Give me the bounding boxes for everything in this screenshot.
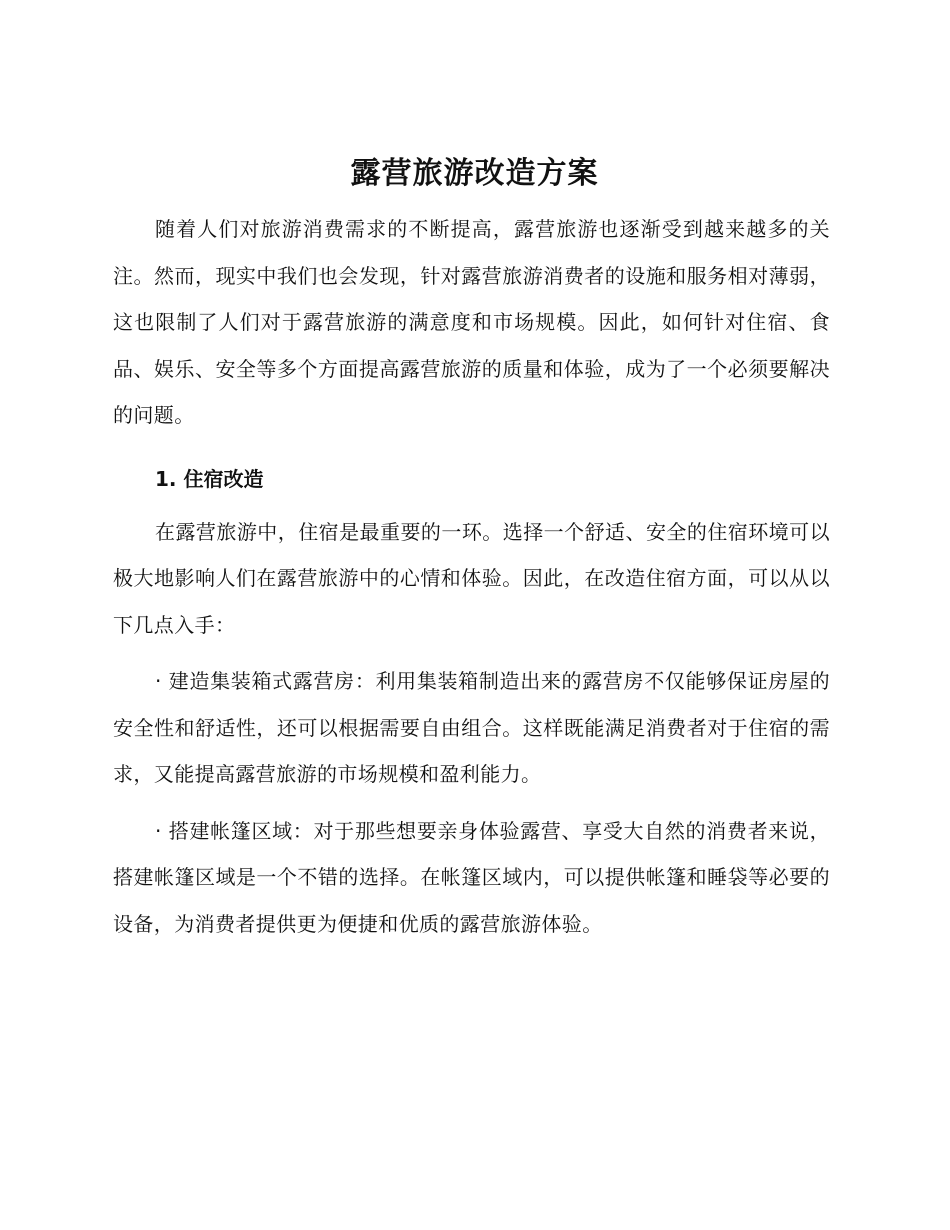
intro-paragraph: 随着人们对旅游消费需求的不断提高，露营旅游也逐渐受到越来越多的关注。然而，现实中我们也会发现，针对露营旅游消费者的设施和服务相对薄弱，这也限制了人们对于露营旅游的满意度和市场规模。因此，如何针对住宿、食品、娱乐、安全等多个方面提高露营旅游的质量和体验，成为了一个必须要解决的问题。 xyxy=(113,217,830,427)
spacer xyxy=(113,439,830,449)
bullet-item-container-cabin: · 建造集装箱式露营房：利用集装箱制造出来的露营房不仅能够保证房屋的安全性和舒适性，还可以根据需要自由组合。这样既能满足消费者对于住宿的需求，又能提高露营旅游的市场规模和盈利能力。 xyxy=(113,669,830,786)
spacer xyxy=(113,648,830,658)
lodging-paragraph: 在露营旅游中，住宿是最重要的一环。选择一个舒适、安全的住宿环境可以极大地影响人们在露营旅游中的心情和体验。因此，在改造住宿方面，可以从以下几点入手： xyxy=(113,519,830,637)
spacer xyxy=(113,798,830,808)
section-heading-lodging: 1. 住宿改造 xyxy=(155,466,264,491)
document-title: 露营旅游改造方案 xyxy=(350,156,599,191)
bullet-item-tent-area: · 搭建帐篷区域：对于那些想要亲身体验露营、享受大自然的消费者来说，搭建帐篷区域是一个不错的选择。在帐篷区域内，可以提供帐篷和睡袋等必要的设备，为消费者提供更为便捷和优质的露营旅游体验。 xyxy=(113,818,830,936)
